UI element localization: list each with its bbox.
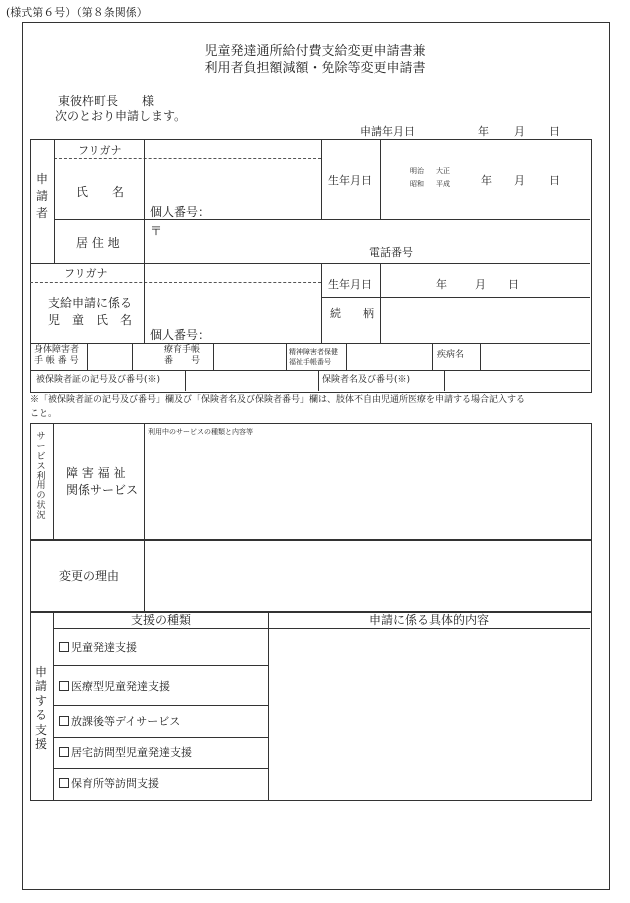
checkbox-icon[interactable] <box>59 681 69 691</box>
era-showa: 昭和 <box>410 180 424 188</box>
application-month: 月 <box>514 125 525 138</box>
child-name-label-line2: 児 童 氏 名 <box>48 313 133 327</box>
form-title-line2: 利用者負担額減額・免除等変更申請書 <box>204 61 426 76</box>
applicant-birth-month: 月 <box>514 174 525 187</box>
application-year: 年 <box>478 125 489 138</box>
support-content-header: 申請に係る具体的内容 <box>369 613 490 627</box>
ryoiku-handbook-label-line2: 番 号 <box>164 356 201 366</box>
mental-handbook-label-line2: 福祉手帳番号 <box>289 358 331 366</box>
era-taisho: 大正 <box>436 167 450 175</box>
insurer-label: 保険者名及び番号(※) <box>322 375 411 385</box>
application-date-label: 申請年月日 <box>360 125 415 138</box>
support-option-label: 児童発達支援 <box>71 641 137 654</box>
checkbox-icon[interactable] <box>59 642 69 652</box>
child-birthdate-label: 生年月日 <box>328 278 372 291</box>
applicant-birth-year: 年 <box>481 174 492 187</box>
child-furigana-label: フリガナ <box>64 267 108 280</box>
form-number: (様式第６号）（第８条関係） <box>6 6 148 19</box>
child-name-label-line1: 支給申請に係る <box>48 296 133 310</box>
phone-label: 電話番号 <box>369 246 413 259</box>
physical-handbook-label-line2: 手 帳 番 号 <box>34 356 79 366</box>
support-option-nursery-visit-support[interactable] <box>59 778 159 789</box>
service-status-side-label: サービス利用の状況 <box>36 432 46 522</box>
reason-label: 変更の理由 <box>59 569 120 583</box>
child-individual-number-label: 個人番号： <box>150 328 211 342</box>
applicant-address-label: 居 住 地 <box>76 236 120 250</box>
mental-handbook-label-line1: 精神障害者保健 <box>289 348 338 356</box>
child-birth-month: 月 <box>475 278 486 291</box>
addressee: 東彼杵町長 様 <box>58 94 155 108</box>
note-line2: こと。 <box>30 409 58 419</box>
note-line1: ※「被保険者証の記号及び番号」欄及び「保険者名及び保険者番号」欄は、肢体不自由児通所医療を申請する場合記入する <box>30 395 526 405</box>
disease-label: 疾病名 <box>437 350 465 360</box>
applicant-birth-day: 日 <box>549 174 560 187</box>
support-option-label: 医療型児童発達支援 <box>71 680 170 693</box>
postal-mark: 〒 <box>150 224 163 238</box>
form-title-line1: 児童発達通所給付費支給変更申請書兼 <box>204 44 426 59</box>
service-content-header: 利用中のサービスの種類と内容等 <box>148 428 253 436</box>
applicant-section-label: 申請者 <box>36 172 49 220</box>
applicant-birthdate-label: 生年月日 <box>328 174 372 187</box>
checkbox-icon[interactable] <box>59 716 69 726</box>
intro-text: 次のとおり申請します。 <box>55 109 187 123</box>
support-option-home-visit-development[interactable] <box>59 747 192 758</box>
support-option-child-development[interactable] <box>59 642 137 653</box>
checkbox-icon[interactable] <box>59 778 69 788</box>
child-birth-year: 年 <box>436 278 447 291</box>
support-side-label: 申請する支援 <box>35 665 48 751</box>
application-day: 日 <box>549 125 560 138</box>
era-meiji: 明治 <box>410 167 424 175</box>
support-option-after-school-day-service[interactable] <box>59 716 180 727</box>
support-option-medical-child-development[interactable] <box>59 681 170 692</box>
support-table <box>30 611 592 801</box>
support-option-label: 居宅訪問型児童発達支援 <box>71 746 192 759</box>
applicant-individual-number-label: 個人番号： <box>150 205 211 219</box>
service-label-line2: 関係サービス <box>66 483 139 497</box>
support-option-label: 放課後等デイサービス <box>71 715 181 728</box>
support-option-label: 保育所等訪問支援 <box>71 777 159 790</box>
insured-number-label: 被保険者証の記号及び番号(※) <box>36 375 161 385</box>
checkbox-icon[interactable] <box>59 747 69 757</box>
service-status-table <box>30 423 592 541</box>
applicant-name-label: 氏 名 <box>76 185 125 199</box>
applicant-furigana-label: フリガナ <box>78 144 122 157</box>
relationship-label: 続 柄 <box>330 307 374 320</box>
service-label-line1: 障 害 福 祉 <box>66 466 126 480</box>
support-type-header: 支援の種類 <box>131 613 192 627</box>
ryoiku-handbook-label-line1: 療育手帳 <box>164 345 201 355</box>
child-birth-day: 日 <box>508 278 519 291</box>
physical-handbook-label-line1: 身体障害者 <box>34 345 80 355</box>
era-heisei: 平成 <box>436 180 450 188</box>
